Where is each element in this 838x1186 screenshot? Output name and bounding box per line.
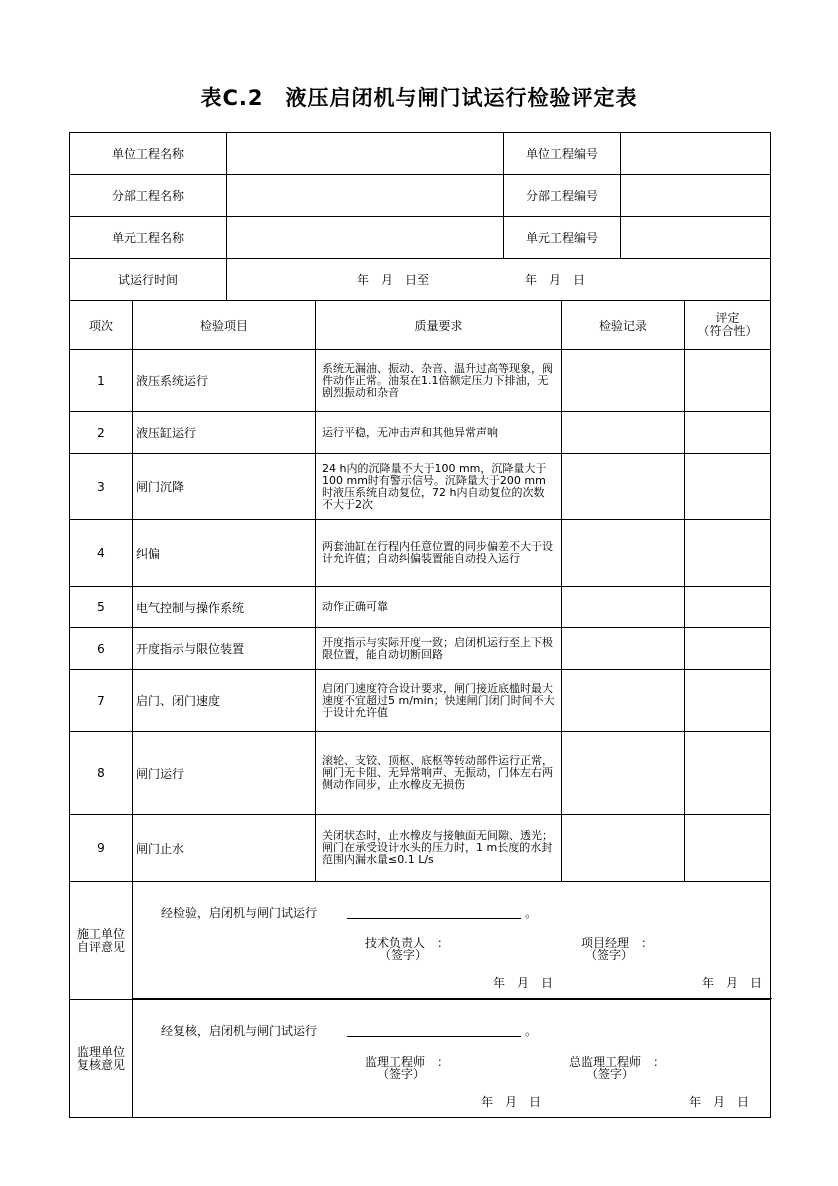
construction-date-1: 年 月 日 [493,976,554,990]
row-record-field[interactable] [561,669,684,731]
row-requirement [315,519,561,586]
row-rating-field[interactable] [684,586,771,627]
supervision-result-line[interactable] [347,1036,521,1037]
row-no-text: 9 [97,841,105,855]
supervision-date-1: 年 月 日 [481,1095,542,1109]
row-no [69,627,132,669]
row-requirement-text: 运行平稳，无冲击声和其他异常声响 [322,425,498,439]
row-no [69,519,132,586]
row-no-text: 6 [97,641,105,656]
row-requirement-text: 两套油缸在行程内任意位置的同步偏差不大于设计允许值；自动纠偏装置能自动投入运行 [322,540,553,565]
row-rating-field[interactable] [684,731,771,814]
engineer-label: 监理工程师 ： [365,1055,450,1069]
row-rating-field[interactable] [684,349,771,411]
row-no-text: 8 [97,766,105,780]
pm-sign: （签字） [585,948,634,962]
col-header-no: 项次 [69,300,132,349]
construction-statement: 经检验，启闭机与闸门试运行 [161,906,318,920]
row-no-text: 2 [97,425,105,440]
row-item-text: 纠偏 [136,546,161,561]
col-header-item: 检验项目 [132,300,315,349]
row-requirement [315,411,561,453]
trial-time-label: 试运行时间 [69,258,226,300]
unit-project-no-field[interactable] [620,132,771,174]
row-record-field[interactable] [561,519,684,586]
chief-engineer-sign: （签字） [586,1067,635,1081]
row-requirement [315,814,561,881]
row-requirement-text: 滚轮、支铰、顶枢、底枢等转动部件运行正常，闸门无卡阻、无异常响声、无振动，门体左右两侧动作同步，止水橡皮无损伤 [322,754,553,791]
row-requirement [315,669,561,731]
row-item-text: 液压缸运行 [136,426,197,440]
row-item [132,453,315,519]
col-header-record: 检验记录 [561,300,684,349]
row-requirement-text: 动作正确可靠 [322,600,388,613]
row-item-text: 液压系统运行 [136,374,209,388]
row-item [132,411,315,453]
row-item-text: 闸门运行 [136,766,185,781]
row-rating-field[interactable] [684,814,771,881]
element-project-no-field[interactable] [620,216,771,258]
unit-project-no-label: 单位工程编号 [503,132,620,174]
pm-label: 项目经理 ： [581,936,654,950]
row-requirement-text: 关闭状态时，止水橡皮与接触面无间隙、透光；闸门在承受设计水头的压力时，1 m长度的水封范围内漏水量≤0.1 L/s [322,829,553,866]
row-item-text: 闸门止水 [136,841,185,856]
row-requirement-text: 系统无漏油、振动、杂音、温升过高等现象，阀件动作正常。油泵在1.1倍额定压力下排油，无剧烈振动和杂音 [322,361,553,399]
row-requirement [315,586,561,627]
engineer-sign: （签字） [377,1067,426,1081]
col-header-rating: 评定 （符合性） [684,300,771,349]
row-requirement-text: 24 h内的沉降量不大于100 mm，沉降量大于100 mm时有警示信号。沉降量大于200 mm时液压系统自动复位，72 h内自动复位的次数不大于2次 [322,461,547,511]
row-no [69,586,132,627]
supervision-statement: 经复核，启闭机与闸门试运行 [161,1024,318,1038]
row-item [132,731,315,814]
row-no-text: 7 [97,693,105,708]
row-item-text: 开度指示与限位装置 [136,642,245,656]
row-requirement [315,627,561,669]
row-record-field[interactable] [561,349,684,411]
row-item [132,669,315,731]
row-record-field[interactable] [561,411,684,453]
element-project-name-label: 单元工程名称 [69,216,226,258]
row-record-field[interactable] [561,814,684,881]
row-item [132,586,315,627]
row-no [69,411,132,453]
row-no-text: 5 [97,600,105,614]
construction-date-2: 年 月 日 [702,976,763,990]
row-item [132,519,315,586]
construction-label: 施工单位 自评意见 [69,881,132,999]
sub-project-name-label: 分部工程名称 [69,174,226,216]
row-item [132,349,315,411]
row-rating-field[interactable] [684,669,771,731]
row-record-field[interactable] [561,453,684,519]
tech-lead-sign: （签字） [379,948,428,962]
sub-project-name-field[interactable] [226,174,503,216]
row-no-text: 4 [97,546,105,560]
construction-period: 。 [525,906,538,920]
row-item-text: 电气控制与操作系统 [136,600,245,615]
element-project-name-field[interactable] [226,216,503,258]
row-no-text: 1 [97,373,105,388]
row-requirement-text: 开度指示与实际开度一致；启闭机运行至上下极限位置，能自动切断回路 [322,635,553,661]
row-requirement [315,453,561,519]
supervision-period: 。 [525,1024,538,1038]
page-title: 表C.2 液压启闭机与闸门试运行检验评定表 [200,86,638,110]
row-rating-field[interactable] [684,519,771,586]
row-no [69,453,132,519]
row-no [69,349,132,411]
row-no [69,731,132,814]
unit-project-name-label: 单位工程名称 [69,132,226,174]
element-project-no-label: 单元工程编号 [503,216,620,258]
construction-opinion [132,881,771,999]
supervision-date-2: 年 月 日 [689,1095,750,1109]
unit-project-name-field[interactable] [226,132,503,174]
sub-project-no-label: 分部工程编号 [503,174,620,216]
row-record-field[interactable] [561,586,684,627]
row-requirement-text: 启闭门速度符合设计要求，闸门接近底槛时最大速度不宜超过5 m/min；快速闸门闭门时间不大于设计允许值 [322,681,555,719]
row-item-text: 启门、闭门速度 [136,694,221,708]
sub-project-no-field[interactable] [620,174,771,216]
inspection-form [69,132,771,1118]
trial-time-field[interactable]: 年 月 日至 年 月 日 [226,258,771,300]
row-no [69,814,132,881]
supervision-opinion [132,999,771,1118]
row-item-text: 闸门沉降 [136,480,185,494]
row-requirement [315,349,561,411]
row-record-field[interactable] [561,731,684,814]
row-rating-field[interactable] [684,453,771,519]
row-requirement [315,731,561,814]
tech-lead-label: 技术负责人 ： [365,936,450,950]
chief-engineer-label: 总监理工程师 ： [569,1055,666,1069]
row-item [132,627,315,669]
row-rating-field[interactable] [684,627,771,669]
row-rating-field[interactable] [684,411,771,453]
col-header-requirement: 质量要求 [315,300,561,349]
row-record-field[interactable] [561,627,684,669]
supervision-label: 监理单位 复核意见 [69,999,132,1118]
row-no-text: 3 [97,479,105,494]
row-item [132,814,315,881]
row-no [69,669,132,731]
construction-result-line[interactable] [347,918,521,919]
